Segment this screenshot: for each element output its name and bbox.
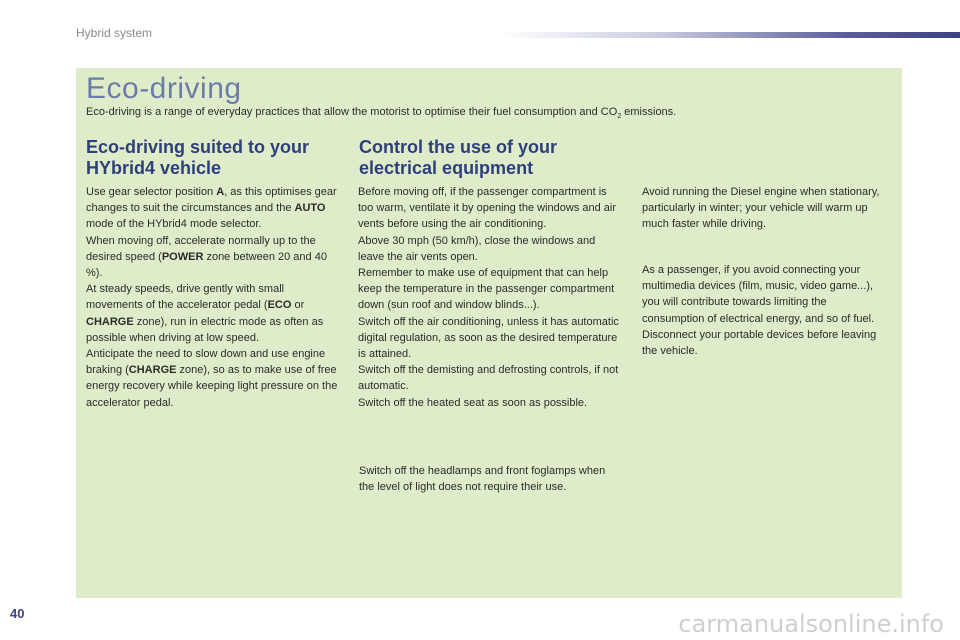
middle-paragraph-5: Switch off the demisting and defrosting controls, if not automatic. bbox=[358, 364, 619, 393]
right-column-text-lower bbox=[642, 262, 890, 359]
left-paragraph-2: When moving off, accelerate normally up to the desired speed (POWER zone between 20 and 40 %). bbox=[86, 234, 327, 280]
left-column-text bbox=[86, 184, 338, 411]
page-title: Eco-driving bbox=[86, 72, 242, 105]
middle-paragraph-7: Switch off the headlamps and front foglamps when the level of light does not require their use. bbox=[359, 465, 606, 494]
left-section-title: Eco-driving suited to your HYbrid4 vehicle bbox=[86, 137, 310, 178]
right-paragraph-2: As a passenger, if you avoid connecting your multimedia devices (film, music, video game...), you will contribute towards limiting the consumption of electrical energy, and so of fuel. bbox=[642, 264, 875, 325]
middle-paragraph-2: Above 30 mph (50 km/h), close the windows and leave the air vents open. bbox=[358, 234, 596, 263]
right-paragraph-3: Disconnect your portable devices before leaving the vehicle. bbox=[642, 328, 877, 358]
page-number: 40 bbox=[10, 606, 25, 621]
middle-paragraph-1: Before moving off, if the passenger compartment is too warm, ventilate it by opening the windows and air vents before using the air conditioning. bbox=[358, 186, 617, 231]
header-gradient-bar bbox=[500, 32, 960, 38]
middle-section-title: Control the use of your electrical equipment bbox=[359, 137, 557, 178]
right-paragraph-1: Avoid running the Diesel engine when stationary, particularly in winter; your vehicle will warm up much faster while driving. bbox=[642, 186, 880, 231]
intro-text: Eco-driving is a range of everyday practices that allow the motorist to optimise their fuel consumption and $CO_2$ emissions. bbox=[86, 106, 677, 121]
middle-column-text bbox=[358, 184, 620, 411]
watermark: carmanualsonline.info bbox=[678, 610, 944, 638]
middle-paragraph-3: Remember to make use of equipment that can help keep the temperature in the passenger compartment down (sun roof and window blinds...). bbox=[358, 267, 615, 312]
header-section-label: Hybrid system bbox=[76, 26, 153, 40]
middle-column-text-lower bbox=[359, 463, 609, 495]
right-column-text bbox=[642, 184, 890, 233]
middle-paragraph-6: Switch off the heated seat as soon as possible. bbox=[358, 396, 588, 409]
middle-paragraph-4: Switch off the air conditioning, unless it has automatic digital regulation, as soon as the desired temperature is attained. bbox=[358, 315, 619, 361]
left-paragraph-1: Use gear selector position A, as this optimises gear changes to suit the circumstances and the AUTO mode of the HYbrid4 mode selector. bbox=[86, 186, 337, 231]
left-paragraph-4: Anticipate the need to slow down and use engine braking (CHARGE zone), so as to make use of free energy recovery while keeping light pressure on the accelerator pedal. bbox=[86, 348, 338, 409]
left-paragraph-3: At steady speeds, drive gently with small movements of the accelerator pedal (ECO or CHARGE zone), run in electric mode as often as possible when driving at low speed. bbox=[86, 283, 324, 344]
co2-subscript: 2 bbox=[617, 113, 622, 121]
